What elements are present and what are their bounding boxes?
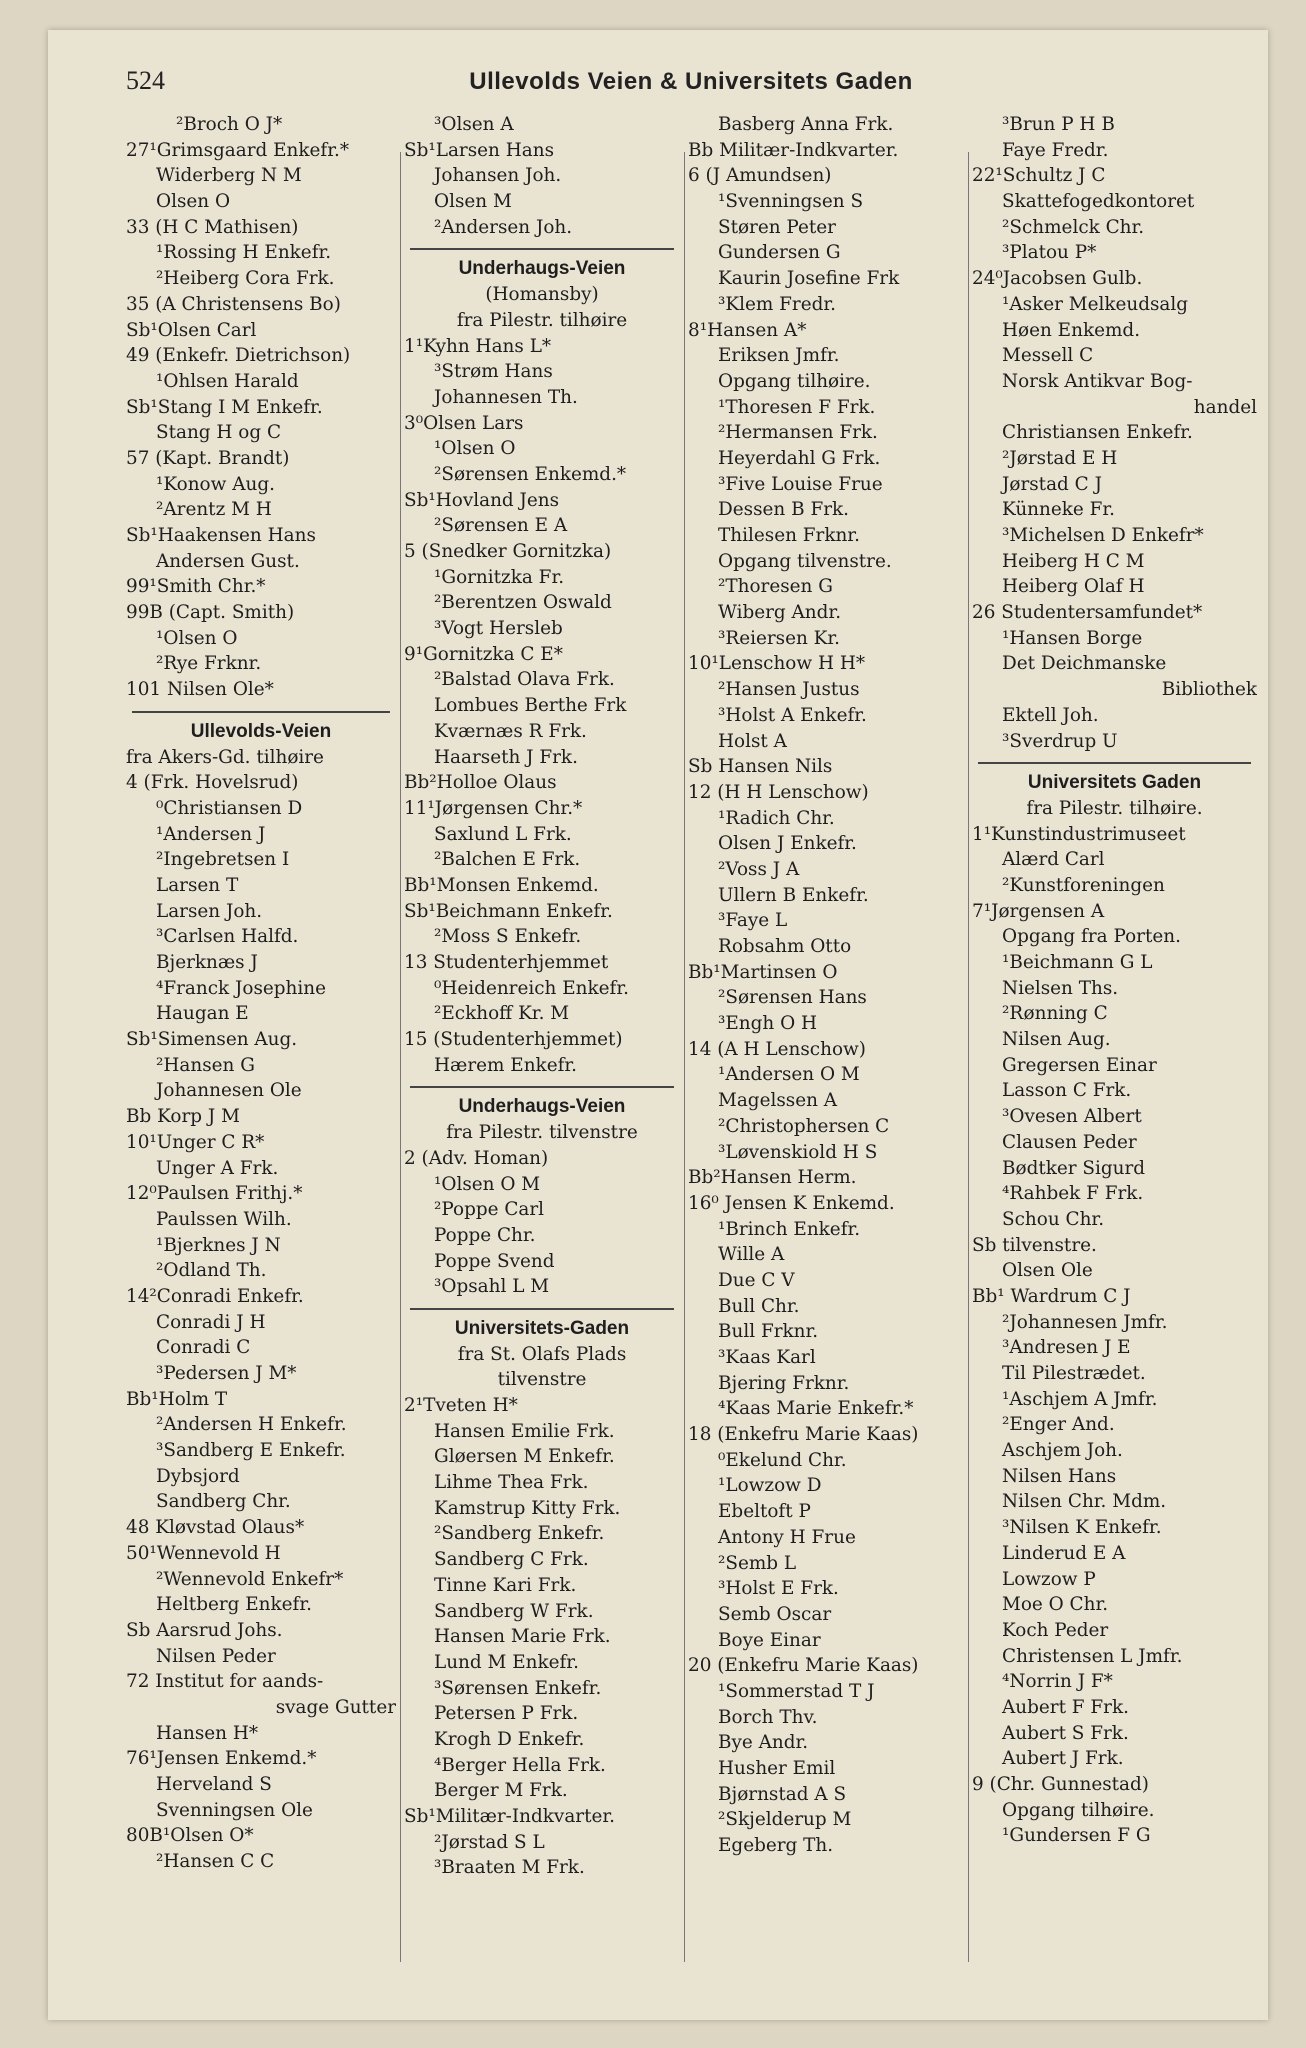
directory-entry: ⁴Rahbek F Frk.: [1002, 1183, 1144, 1205]
directory-entry: Hærem Enkefr.: [434, 1054, 578, 1076]
entry-continuation: Bibliothek: [1161, 679, 1257, 701]
directory-entry: Hansen Emilie Frk.: [434, 1420, 615, 1442]
directory-entry: Lasson C Frk.: [1002, 1080, 1132, 1102]
directory-entry: Linderud E A: [1002, 1542, 1126, 1564]
directory-entry: Alærd Carl: [1002, 849, 1105, 871]
directory-entry: 12 (H H Lenschow): [688, 781, 869, 803]
directory-entry: Lund M Enkefr.: [434, 1651, 579, 1673]
directory-entry: Sandberg C Frk.: [434, 1549, 589, 1571]
directory-entry: ²Kunstforeningen: [1002, 874, 1165, 896]
directory-entry: Herveland S: [156, 1774, 272, 1795]
directory-entry: Høen Enkemd.: [1002, 319, 1141, 341]
directory-entry: Wiberg Andr.: [718, 602, 842, 624]
directory-entry: Sb tilvenstre.: [972, 1234, 1097, 1256]
directory-entry: Husher Emil: [718, 1758, 836, 1779]
street-subheading: (Homansby): [485, 284, 599, 306]
directory-entry: 33 (H C Mathisen): [126, 216, 299, 238]
directory-entry: 72 Institut for aands-: [126, 1671, 324, 1693]
directory-entry: Antony H Frue: [718, 1526, 856, 1548]
directory-entry: ²Enger And.: [1002, 1414, 1115, 1436]
directory-entry: ³Ovesen Albert: [1002, 1106, 1142, 1128]
directory-entry: Opgang tilhøire.: [718, 370, 871, 392]
directory-entry: Støren Peter: [718, 216, 836, 238]
directory-entry: Svenningsen Ole: [156, 1799, 313, 1821]
directory-entry: Sb¹Olsen Carl: [126, 319, 257, 341]
directory-entry: ¹Gundersen F G: [1002, 1825, 1151, 1847]
directory-entry: ²Sørensen Hans: [718, 987, 867, 1009]
directory-entry: 76¹Jensen Enkemd.*: [126, 1748, 317, 1770]
directory-entry: ⁰Heidenreich Enkefr.: [434, 977, 629, 999]
directory-entry: Olsen O: [156, 191, 231, 213]
directory-entry: Haarseth J Frk.: [434, 746, 578, 768]
directory-entry: ²Broch O J*: [176, 114, 283, 135]
directory-entry: Aubert F Frk.: [1002, 1696, 1129, 1718]
directory-entry: Aubert J Frk.: [1002, 1748, 1124, 1770]
directory-entry: ³Kaas Karl: [718, 1347, 816, 1368]
column-divider: [684, 152, 685, 1962]
directory-entry: ²Berentzen Oswald: [434, 592, 612, 614]
directory-entry: 9¹Gornitzka C E*: [404, 643, 563, 665]
directory-entry: 99¹Smith Chr.*: [126, 576, 266, 598]
directory-entry: ²Sørensen E A: [434, 515, 568, 537]
directory-entry: ²Odland Th.: [156, 1260, 267, 1282]
directory-entry: Heyerdahl G Frk.: [718, 447, 881, 469]
directory-entry: Gløersen M Enkefr.: [434, 1446, 615, 1468]
directory-entry: ³Brun P H B: [1002, 114, 1115, 135]
directory-entry: Sandberg Chr.: [156, 1491, 291, 1513]
directory-entry: Haugan E: [156, 1003, 249, 1025]
directory-entry: ¹Svenningsen S: [718, 191, 864, 213]
directory-entry: ⁴Berger Hella Frk.: [434, 1754, 606, 1776]
directory-entry: ¹Aschjem A Jmfr.: [1002, 1388, 1158, 1410]
directory-entry: Olsen J Enkefr.: [718, 833, 857, 855]
street-subheading: tilvenstre: [497, 1369, 587, 1391]
directory-entry: ³Braaten M Frk.: [434, 1857, 585, 1879]
directory-entry: ¹Sommerstad T J: [718, 1680, 875, 1702]
directory-entry: Conradi J H: [156, 1311, 266, 1333]
column-1: [126, 112, 396, 1992]
directory-entry: ³Engh O H: [718, 1013, 818, 1035]
directory-entry: ¹Olsen O: [156, 627, 238, 649]
street-subheading: fra Pilestr. tilhøire: [456, 309, 628, 331]
directory-entry: Andersen Gust.: [156, 550, 300, 572]
directory-entry: 13 Studenterhjemmet: [404, 952, 609, 973]
directory-entry: ¹Beichmann G L: [1002, 952, 1153, 973]
entry-continuation: handel: [1193, 396, 1257, 418]
directory-entry: Kaurin Josefine Frk: [718, 268, 900, 290]
directory-entry: Nilsen Aug.: [1002, 1029, 1111, 1051]
directory-entry: ²Andersen Joh.: [434, 216, 573, 238]
directory-entry: ¹Olsen O: [434, 438, 516, 460]
directory-entry: ²Balstad Olava Frk.: [434, 669, 615, 691]
directory-entry: ¹Lowzow D: [718, 1475, 822, 1497]
directory-entry: ²Balchen E Frk.: [434, 849, 581, 871]
page-header: [126, 66, 1256, 106]
street-subheading: fra Pilestr. tilvenstre: [446, 1122, 638, 1144]
street-heading: Universitets Gaden: [1027, 772, 1202, 794]
street-subheading: fra St. Olafs Plads: [457, 1343, 627, 1365]
directory-entry: Christensen L Jmfr.: [1002, 1645, 1183, 1667]
street-subheading: fra Pilestr. tilhøire.: [1026, 797, 1203, 819]
directory-entry: Robsahm Otto: [718, 936, 852, 957]
directory-entry: ³Platou P*: [1002, 242, 1097, 264]
column-divider: [400, 152, 401, 1962]
directory-entry: Sb Aarsrud Johs.: [126, 1619, 283, 1641]
directory-entry: Nilsen Chr. Mdm.: [1002, 1491, 1167, 1513]
directory-entry: ²Hansen Justus: [718, 679, 860, 701]
street-heading: Ullevolds-Veien: [190, 720, 332, 742]
directory-entry: Aschjem Joh.: [1002, 1440, 1123, 1462]
directory-entry: ¹Brinch Enkefr.: [718, 1218, 861, 1240]
directory-entry: ³Michelsen D Enkefr*: [1002, 525, 1204, 546]
directory-entry: ⁴Franck Josephine: [156, 977, 327, 999]
directory-entry: Lowzow P: [1002, 1568, 1096, 1590]
page-number: 524: [126, 66, 165, 95]
directory-entry: ⁴Norrin J F*: [1002, 1671, 1113, 1693]
directory-entry: ³Opsahl L M: [434, 1276, 550, 1298]
directory-entry: ²Voss J A: [718, 858, 800, 880]
directory-entry: Nilsen Hans: [1002, 1465, 1117, 1487]
directory-entry: ¹Ohlsen Harald: [156, 370, 299, 392]
directory-entry: Gregersen Einar: [1002, 1054, 1157, 1076]
directory-entry: 4 (Frk. Hovelsrud): [126, 772, 299, 794]
directory-entry: Borch Thv.: [718, 1706, 818, 1728]
directory-entry: ¹Gornitzka Fr.: [434, 566, 565, 588]
directory-entry: ¹Bjerknes J N: [156, 1234, 281, 1256]
directory-entry: Künneke Fr.: [1002, 499, 1116, 521]
directory-entry: 2 (Adv. Homan): [404, 1147, 549, 1169]
directory-entry: ³Faye L: [718, 910, 788, 932]
directory-entry: 14²Conradi Enkefr.: [126, 1285, 304, 1307]
directory-entry: Johannesen Th.: [434, 386, 578, 408]
directory-entry: Poppe Svend: [434, 1250, 555, 1272]
directory-entry: Bull Frknr.: [718, 1321, 819, 1343]
directory-entry: ²Moss S Enkefr.: [434, 926, 582, 948]
directory-entry: Kværnæs R Frk.: [434, 720, 587, 742]
directory-entry: ²Sørensen Enkemd.*: [434, 463, 627, 485]
directory-entry: Larsen T: [156, 874, 239, 896]
section-rule: [404, 240, 680, 256]
directory-entry: 26 Studentersamfundet*: [972, 602, 1203, 624]
directory-entry: Sandberg W Frk.: [434, 1600, 594, 1622]
directory-entry: 27¹Grimsgaard Enkefr.*: [126, 139, 350, 161]
directory-entry: 57 (Kapt. Brandt): [126, 447, 290, 469]
directory-entry: Poppe Chr.: [434, 1224, 536, 1246]
directory-entry: Unger A Frk.: [156, 1157, 279, 1179]
street-heading: Universitets-Gaden: [454, 1317, 630, 1339]
section-rule: [404, 1300, 680, 1316]
directory-entry: Det Deichmanske: [1002, 653, 1167, 675]
directory-entry: Hansen H*: [156, 1722, 259, 1744]
directory-columns: [126, 112, 1261, 1992]
directory-entry: ³Sandberg E Enkefr.: [156, 1440, 346, 1462]
directory-entry: ²Jørstad E H: [1002, 447, 1118, 469]
entry-continuation: svage Gutter: [275, 1696, 396, 1718]
directory-entry: ¹Konow Aug.: [156, 473, 275, 495]
directory-entry: Kamstrup Kitty Frk.: [434, 1497, 621, 1519]
directory-entry: Bjerknæs J: [156, 952, 258, 973]
directory-entry: Wille A: [718, 1244, 785, 1266]
directory-entry: 99B (Capt. Smith): [126, 602, 295, 624]
directory-entry: Skattefogedkontoret: [1002, 191, 1195, 213]
directory-entry: Boye Einar: [718, 1629, 821, 1651]
directory-entry: Magelssen A: [718, 1090, 838, 1112]
directory-entry: 24⁰Jacobsen Gulb.: [972, 268, 1143, 290]
directory-entry: Nielsen Ths.: [1002, 977, 1119, 999]
directory-entry: Dessen B Frk.: [718, 499, 849, 521]
directory-entry: Sb Hansen Nils: [688, 756, 833, 778]
directory-entry: ²Schmelck Chr.: [1002, 216, 1145, 238]
directory-entry: ²Hansen C C: [156, 1851, 275, 1873]
directory-entry: Egeberg Th.: [718, 1835, 834, 1857]
directory-entry: Koch Peder: [1002, 1619, 1109, 1641]
street-heading: Underhaugs-Veien: [458, 258, 626, 280]
directory-entry: Olsen M: [434, 191, 512, 213]
directory-entry: Opgang tilhøire.: [1002, 1799, 1155, 1821]
column-2: [404, 112, 680, 1992]
directory-entry: 7¹Jørgensen A: [972, 900, 1105, 922]
directory-entry: ³Strøm Hans: [434, 361, 553, 383]
directory-entry: ³Klem Fredr.: [718, 293, 836, 315]
directory-entry: ³Sørensen Enkefr.: [434, 1677, 602, 1699]
directory-entry: ²Christophersen C: [718, 1115, 890, 1137]
directory-entry: Christiansen Enkefr.: [1002, 422, 1193, 444]
directory-entry: Ektell Joh.: [1002, 704, 1099, 726]
directory-entry: 12⁰Paulsen Frithj.*: [126, 1183, 303, 1205]
directory-entry: Johannesen Ole: [156, 1080, 302, 1102]
directory-entry: Sb¹Haakensen Hans: [126, 525, 316, 546]
directory-entry: 10¹Unger C R*: [126, 1131, 265, 1153]
directory-entry: ³Five Louise Frue: [718, 473, 883, 495]
directory-entry: Nilsen Peder: [156, 1645, 276, 1667]
directory-entry: Bb¹Martinsen O: [688, 961, 838, 983]
directory-entry: 20 (Enkefru Marie Kaas): [688, 1655, 919, 1677]
directory-entry: Bb Korp J M: [126, 1106, 240, 1128]
directory-entry: ²Hansen G: [156, 1054, 255, 1076]
directory-entry: Sb¹Larsen Hans: [404, 139, 555, 161]
directory-entry: ²Sandberg Enkefr.: [434, 1523, 605, 1545]
directory-entry: Conradi C: [156, 1337, 251, 1359]
directory-entry: Johansen Joh.: [434, 165, 562, 187]
directory-entry: ²Hermansen Frk.: [718, 422, 878, 444]
directory-entry: 15 (Studenterhjemmet): [404, 1029, 623, 1051]
running-title: Ullevolds Veien & Universitets Gaden: [469, 68, 913, 95]
directory-entry: Messell C: [1002, 345, 1094, 367]
column-4: [972, 112, 1257, 1992]
directory-entry: 48 Kløvstad Olaus*: [126, 1517, 305, 1539]
directory-entry: Bull Chr.: [718, 1295, 800, 1317]
directory-entry: ²Jørstad S L: [434, 1831, 545, 1853]
directory-entry: ³Reiersen Kr.: [718, 627, 841, 649]
directory-entry: Bødtker Sigurd: [1002, 1157, 1146, 1179]
directory-entry: Bye Andr.: [718, 1732, 809, 1754]
directory-entry: 6 (J Amundsen): [688, 165, 832, 187]
directory-entry: 10¹Lenschow H H*: [688, 653, 866, 675]
directory-entry: Sb¹Militær-Indkvarter.: [404, 1806, 615, 1827]
directory-entry: ²Thoresen G: [718, 576, 833, 598]
directory-entry: ²Arentz M H: [156, 499, 272, 521]
directory-entry: ¹Rossing H Enkefr.: [156, 242, 332, 264]
directory-entry: Dybsjord: [156, 1465, 240, 1487]
directory-entry: Bjørnstad A S: [718, 1783, 847, 1805]
directory-entry: 2¹Tveten H*: [404, 1395, 518, 1416]
directory-entry: ¹Andersen O M: [718, 1064, 860, 1086]
directory-entry: Bb²Hansen Herm.: [688, 1167, 857, 1189]
directory-entry: 9 (Chr. Gunnestad): [972, 1774, 1149, 1795]
directory-entry: Opgang tilvenstre.: [718, 550, 892, 572]
directory-entry: Heltberg Enkefr.: [156, 1594, 312, 1616]
directory-entry: ³Holst A Enkefr.: [718, 704, 867, 726]
directory-entry: ²Skjelderup M: [718, 1809, 852, 1831]
directory-entry: Clausen Peder: [1002, 1131, 1137, 1153]
street-heading: Underhaugs-Veien: [458, 1096, 626, 1118]
directory-entry: Heiberg Olaf H: [1002, 576, 1145, 598]
directory-entry: Olsen Ole: [1002, 1260, 1093, 1282]
section-rule: [126, 703, 396, 719]
directory-entry: Ebeltoft P: [718, 1501, 811, 1523]
directory-entry: Widerberg N M: [156, 165, 302, 187]
directory-entry: 22¹Schultz J C: [972, 165, 1106, 187]
directory-entry: ³Holst E Frk.: [718, 1578, 839, 1600]
directory-entry: Paulssen Wilh.: [156, 1208, 292, 1230]
directory-entry: ²Eckhoff Kr. M: [434, 1003, 570, 1025]
directory-entry: ³Pedersen J M*: [156, 1363, 297, 1384]
directory-entry: ¹Hansen Borge: [1002, 627, 1143, 649]
directory-entry: 50¹Wennevold H: [126, 1542, 281, 1564]
directory-entry: ²Semb L: [718, 1552, 797, 1574]
directory-entry: 1¹Kyhn Hans L*: [404, 335, 552, 357]
directory-entry: Krogh D Enkefr.: [434, 1728, 585, 1750]
directory-entry: Schou Chr.: [1002, 1208, 1105, 1230]
directory-entry: 49 (Enkefr. Dietrichson): [126, 345, 351, 367]
directory-entry: ³Nilsen K Enkefr.: [1002, 1517, 1162, 1539]
directory-entry: Sb¹Simensen Aug.: [126, 1029, 298, 1051]
directory-entry: Eriksen Jmfr.: [718, 345, 840, 367]
directory-entry: 18 (Enkefru Marie Kaas): [688, 1424, 919, 1446]
directory-entry: ¹Asker Melkeudsalg: [1002, 293, 1189, 315]
directory-entry: Til Pilestrædet.: [1002, 1363, 1146, 1384]
directory-entry: ⁰Christiansen D: [156, 797, 303, 819]
directory-entry: Semb Oscar: [718, 1603, 832, 1625]
directory-entry: ²Heiberg Cora Frk.: [156, 268, 335, 290]
directory-entry: Due C V: [718, 1269, 795, 1291]
column-divider: [968, 152, 969, 1962]
directory-entry: 8¹Hansen A*: [688, 319, 807, 341]
directory-entry: Bjering Frknr.: [718, 1372, 850, 1394]
directory-entry: Opgang fra Porten.: [1002, 926, 1181, 948]
directory-entry: Stang H og C: [156, 422, 282, 444]
directory-entry: ⁴Kaas Marie Enkefr.*: [718, 1398, 914, 1420]
directory-entry: Lihme Thea Frk.: [434, 1472, 589, 1494]
directory-entry: Norsk Antikvar Bog-: [1002, 370, 1193, 392]
directory-entry: ²Wennevold Enkefr*: [156, 1568, 344, 1590]
directory-entry: ²Ingebretsen I: [156, 849, 290, 871]
directory-entry: fra Akers-Gd. tilhøire: [126, 746, 324, 768]
directory-entry: Bb²Holloe Olaus: [404, 772, 557, 794]
directory-entry: ³Løvenskiold H S: [718, 1141, 878, 1163]
section-rule: [404, 1078, 680, 1094]
directory-entry: ²Rye Frknr.: [156, 653, 262, 675]
directory-entry: Bb Militær-Indkvarter.: [688, 139, 899, 161]
directory-entry: Aubert S Frk.: [1002, 1722, 1129, 1744]
directory-entry: Faye Fredr.: [1002, 139, 1109, 161]
directory-entry: 35 (A Christensens Bo): [126, 293, 341, 315]
directory-entry: ³Andresen J E: [1002, 1337, 1131, 1359]
directory-entry: 16⁰ Jensen K Enkemd.: [688, 1192, 895, 1214]
directory-entry: Larsen Joh.: [156, 900, 263, 922]
directory-entry: ²Rønning C: [1002, 1003, 1108, 1025]
directory-entry: ¹Thoresen F Frk.: [718, 396, 876, 418]
directory-entry: ⁰Ekelund Chr.: [718, 1449, 847, 1471]
directory-entry: ¹Radich Chr.: [718, 807, 835, 829]
section-rule: [972, 754, 1257, 770]
directory-entry: Saxlund L Frk.: [434, 823, 572, 845]
directory-entry: Sb¹Beichmann Enkefr.: [404, 900, 613, 922]
directory-entry: Sb¹Stang I M Enkefr.: [126, 396, 323, 418]
directory-entry: ¹Olsen O M: [434, 1173, 541, 1195]
directory-entry: ¹Andersen J: [156, 823, 266, 845]
directory-entry: Gundersen G: [718, 242, 841, 264]
directory-entry: Tinne Kari Frk.: [434, 1574, 577, 1596]
directory-entry: Sb¹Hovland Jens: [404, 489, 560, 511]
directory-entry: Bb¹Holm T: [126, 1388, 228, 1410]
directory-entry: ²Johannesen Jmfr.: [1002, 1311, 1168, 1333]
directory-entry: Heiberg H C M: [1002, 550, 1145, 572]
directory-entry: ³Sverdrup U: [1002, 730, 1118, 752]
directory-entry: 1¹Kunstindustrimuseet: [972, 823, 1186, 845]
directory-entry: Bb¹Monsen Enkemd.: [404, 874, 599, 896]
directory-entry: Berger M Frk.: [434, 1780, 568, 1802]
directory-entry: Holst A: [718, 730, 787, 752]
directory-entry: 11¹Jørgensen Chr.*: [404, 797, 583, 819]
column-3: [688, 112, 964, 1992]
directory-entry: Bb¹ Wardrum C J: [972, 1285, 1131, 1307]
directory-entry: ³Carlsen Halfd.: [156, 926, 299, 948]
directory-entry: 101 Nilsen Ole*: [126, 679, 274, 701]
directory-entry: Thilesen Frknr.: [718, 525, 860, 546]
directory-entry: ²Poppe Carl: [434, 1199, 545, 1221]
directory-entry: ²Andersen H Enkefr.: [156, 1414, 347, 1436]
directory-entry: 14 (A H Lenschow): [688, 1038, 866, 1060]
directory-entry: Ullern B Enkefr.: [718, 884, 869, 906]
directory-entry: 5 (Snedker Gornitzka): [404, 541, 612, 562]
directory-entry: ³Vogt Hersleb: [434, 618, 563, 640]
directory-entry: Hansen Marie Frk.: [434, 1626, 611, 1648]
directory-entry: Petersen P Frk.: [434, 1703, 579, 1725]
directory-entry: ³Olsen A: [434, 114, 514, 135]
directory-entry: Jørstad C J: [1002, 473, 1102, 495]
directory-entry: Lombues Berthe Frk: [434, 695, 627, 717]
directory-entry: Basberg Anna Frk.: [718, 114, 894, 135]
directory-entry: Moe O Chr.: [1002, 1594, 1109, 1616]
directory-entry: 3⁰Olsen Lars: [404, 412, 524, 434]
directory-entry: 80B¹Olsen O*: [126, 1825, 254, 1847]
